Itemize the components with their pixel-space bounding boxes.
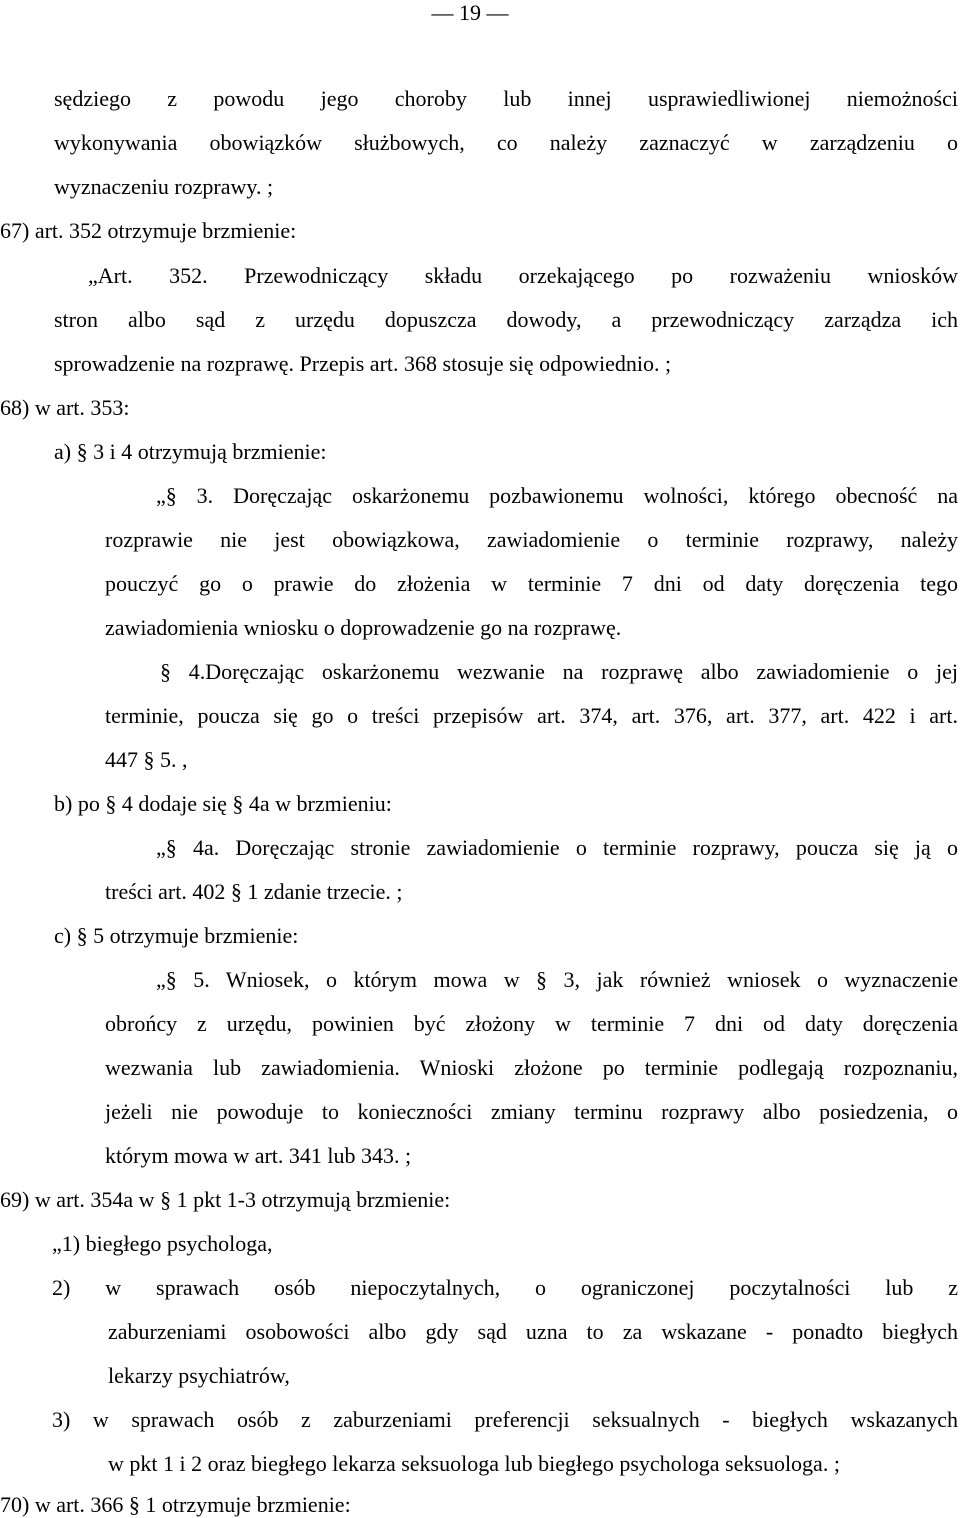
text-line: treści art. 402 § 1 zdanie trzecie. ; <box>105 879 403 904</box>
sub-item-a: a) § 3 i 4 otrzymują brzmienie: <box>54 439 327 464</box>
text-line: pouczyć go o prawie do złożenia w terminie 7 dni od daty doręczenia tego <box>105 571 958 596</box>
text-line: wyznaczeniu rozprawy. ; <box>54 174 274 199</box>
text-line: zawiadomienia wniosku o doprowadzenie go na rozprawę. <box>105 615 622 640</box>
list-item-69: 69) w art. 354a w § 1 pkt 1-3 otrzymują brzmienie: <box>0 1187 451 1212</box>
list-item-68: 68) w art. 353: <box>0 395 130 420</box>
text-line: rozprawie nie jest obowiązkowa, zawiadomienie o terminie rozprawy, należy <box>105 527 958 552</box>
text-line: obrońcy z urzędu, powinien być złożony w terminie 7 dni od daty doręczenia <box>105 1011 958 1036</box>
text-line: „§ 4a. Doręczając stronie zawiadomienie o terminie rozprawy, poucza się ją o <box>156 835 958 860</box>
text-line: § 4.Doręczając oskarżonemu wezwanie na rozprawę albo zawiadomienie o jej <box>160 659 958 684</box>
text-line: „§ 5. Wniosek, o którym mowa w § 3, jak również wniosek o wyznaczenie <box>156 967 958 992</box>
text-line: w pkt 1 i 2 oraz biegłego lekarza seksuologa lub biegłego psychologa seksuologa. ; <box>108 1451 840 1476</box>
text-line: 3) w sprawach osób z zaburzeniami preferencji seksualnych - biegłych wskazanych <box>52 1407 958 1432</box>
list-item-70: 70) w art. 366 § 1 otrzymuje brzmienie: <box>0 1492 351 1517</box>
text-line: zaburzeniami osobowości albo gdy sąd uzna to za wskazane - ponadto biegłych <box>108 1319 958 1344</box>
sub-item-b: b) po § 4 dodaje się § 4a w brzmieniu: <box>54 791 392 816</box>
text-line: „Art. 352. Przewodniczący składu orzekającego po rozważeniu wniosków <box>88 263 958 288</box>
sub-item-c: c) § 5 otrzymuje brzmienie: <box>54 923 299 948</box>
text-line: 2) w sprawach osób niepoczytalnych, o ograniczonej poczytalności lub z <box>52 1275 958 1300</box>
text-line: wykonywania obowiązków służbowych, co należy zaznaczyć w zarządzeniu o <box>54 130 958 155</box>
text-line: sprowadzenie na rozprawę. Przepis art. 368 stosuje się odpowiednio. ; <box>54 351 672 376</box>
text-line: lekarzy psychiatrów, <box>108 1363 290 1388</box>
text-line: którym mowa w art. 341 lub 343. ; <box>105 1143 412 1168</box>
text-line: terminie, poucza się go o treści przepisów art. 374, art. 376, art. 377, art. 422 i art. <box>105 703 958 728</box>
text-line: wezwania lub zawiadomienia. Wnioski złożone po terminie podlegają rozpoznaniu, <box>105 1055 958 1080</box>
text-line: jeżeli nie powoduje to konieczności zmiany terminu rozprawy albo posiedzenia, o <box>105 1099 958 1124</box>
text-line: sędziego z powodu jego choroby lub innej usprawiedliwionej niemożności <box>54 86 958 111</box>
text-line: „§ 3. Doręczając oskarżonemu pozbawionemu wolności, którego obecność na <box>156 483 958 508</box>
text-line: stron albo sąd z urzędu dopuszcza dowody, a przewodniczący zarządza ich <box>54 307 958 332</box>
list-item-67: 67) art. 352 otrzymuje brzmienie: <box>0 218 297 243</box>
text-line: „1) biegłego psychologa, <box>52 1231 273 1256</box>
page-number: — 19 — <box>431 0 509 25</box>
text-line: 447 § 5. , <box>105 747 188 772</box>
